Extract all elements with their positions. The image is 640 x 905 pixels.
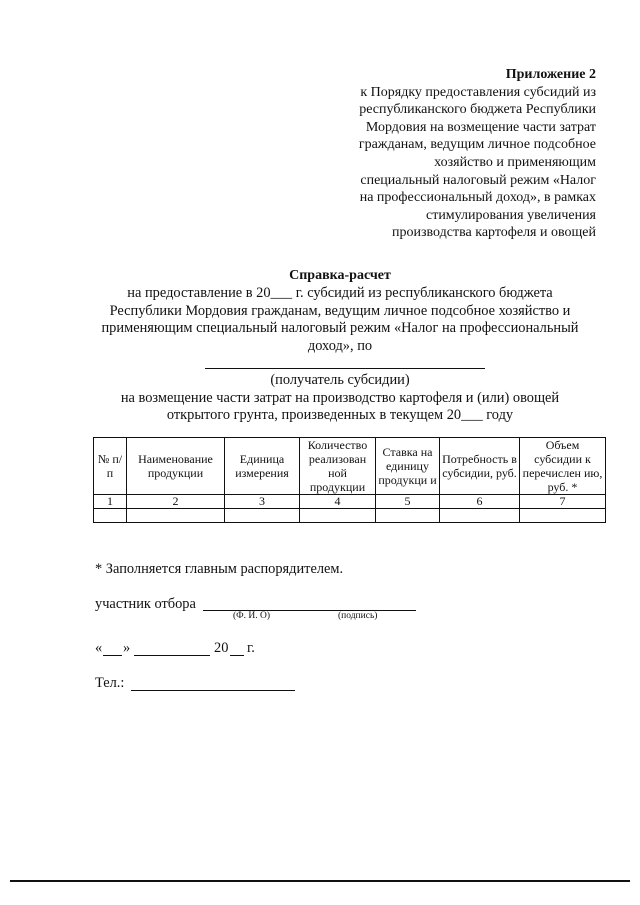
table-cell[interactable]	[94, 509, 127, 523]
date-year-suffix: г.	[247, 640, 255, 656]
table-cell[interactable]	[376, 509, 440, 523]
date-month-blank[interactable]	[134, 655, 210, 656]
recipient-blank-line[interactable]	[205, 368, 485, 369]
table-header-cell: № п/п	[94, 438, 127, 495]
phone-label: Тел.:	[95, 675, 125, 691]
intro-line: Республики Мордовия гражданам, ведущим личное подсобное хозяйство и	[109, 302, 571, 319]
annex-line: Мордовия на возмещение части затрат	[365, 119, 596, 135]
footnote: * Заполняется главным распорядителем.	[95, 561, 344, 577]
date-year-prefix: 20	[214, 640, 229, 656]
fio-caption: (Ф. И. О)	[233, 611, 271, 621]
purpose-line: открытого грунта, произведенных в текущем 20___ году	[166, 407, 514, 424]
column-number: 6	[440, 495, 520, 509]
table-cell[interactable]	[127, 509, 225, 523]
purpose-line: на возмещение части затрат на производство картофеля и (или) овощей	[120, 389, 560, 406]
intro-line: на предоставление в 20___ г. субсидий из республиканского бюджета	[127, 285, 553, 301]
table-cell[interactable]	[520, 509, 606, 523]
date-open-quote: «	[95, 640, 103, 656]
page-bottom-rule	[10, 880, 630, 882]
table-cell[interactable]	[440, 509, 520, 523]
annex-line: гражданам, ведущим личное подсобное	[358, 137, 596, 153]
table-header-cell: Наименование продукции	[127, 438, 225, 495]
column-number: 4	[300, 495, 376, 509]
intro-line: доход», по	[307, 337, 373, 354]
intro-line: применяющим специальный налоговый режим «Налог на профессиональный	[101, 320, 579, 337]
column-number: 5	[376, 495, 440, 509]
annex-line: к Порядку предоставления субсидий из	[360, 84, 596, 100]
recipient-caption: (получатель субсидии)	[270, 372, 410, 388]
subsidy-table	[93, 437, 606, 523]
date-year-blank[interactable]	[230, 655, 244, 656]
annex-line: стимулирования увеличения	[425, 207, 596, 223]
column-number: 7	[520, 495, 606, 509]
column-number: 2	[127, 495, 225, 509]
annex-line: на профессиональный доход», в рамках	[359, 190, 596, 206]
table-cell[interactable]	[300, 509, 376, 523]
table-header-cell: Количество реализован ной продукции	[300, 438, 376, 495]
sign-caption: (подпись)	[338, 611, 378, 621]
date-day-blank[interactable]	[103, 655, 122, 656]
column-number: 1	[94, 495, 127, 509]
table-cell[interactable]	[225, 509, 300, 523]
date-close-quote: »	[123, 640, 131, 656]
intro-paragraph	[80, 285, 600, 355]
table-header-cell: Единица измерения	[225, 438, 300, 495]
table-header-cell: Потребность в субсидии, руб.	[440, 438, 520, 495]
table-header-cell: Ставка на единицу продукци и	[376, 438, 440, 495]
annex-block	[296, 66, 596, 242]
phone-blank-line[interactable]	[131, 690, 295, 691]
table-header-cell: Объем субсидии к перечислен ию, руб. *	[520, 438, 606, 495]
document-title: Справка-расчет	[289, 268, 391, 283]
annex-line: хозяйство и применяющим	[434, 154, 596, 170]
purpose-paragraph	[80, 372, 600, 425]
annex-line: специальный налоговый режим «Налог	[360, 172, 596, 188]
annex-line: республиканского бюджета Республики	[359, 102, 596, 118]
column-number: 3	[225, 495, 300, 509]
table-header-row	[94, 438, 606, 495]
annex-heading: Приложение 2	[505, 67, 596, 82]
table-number-row	[94, 495, 606, 509]
annex-line: производства картофеля и овощей	[392, 225, 596, 241]
participant-label: участник отбора	[95, 596, 196, 612]
table-row	[94, 509, 606, 523]
